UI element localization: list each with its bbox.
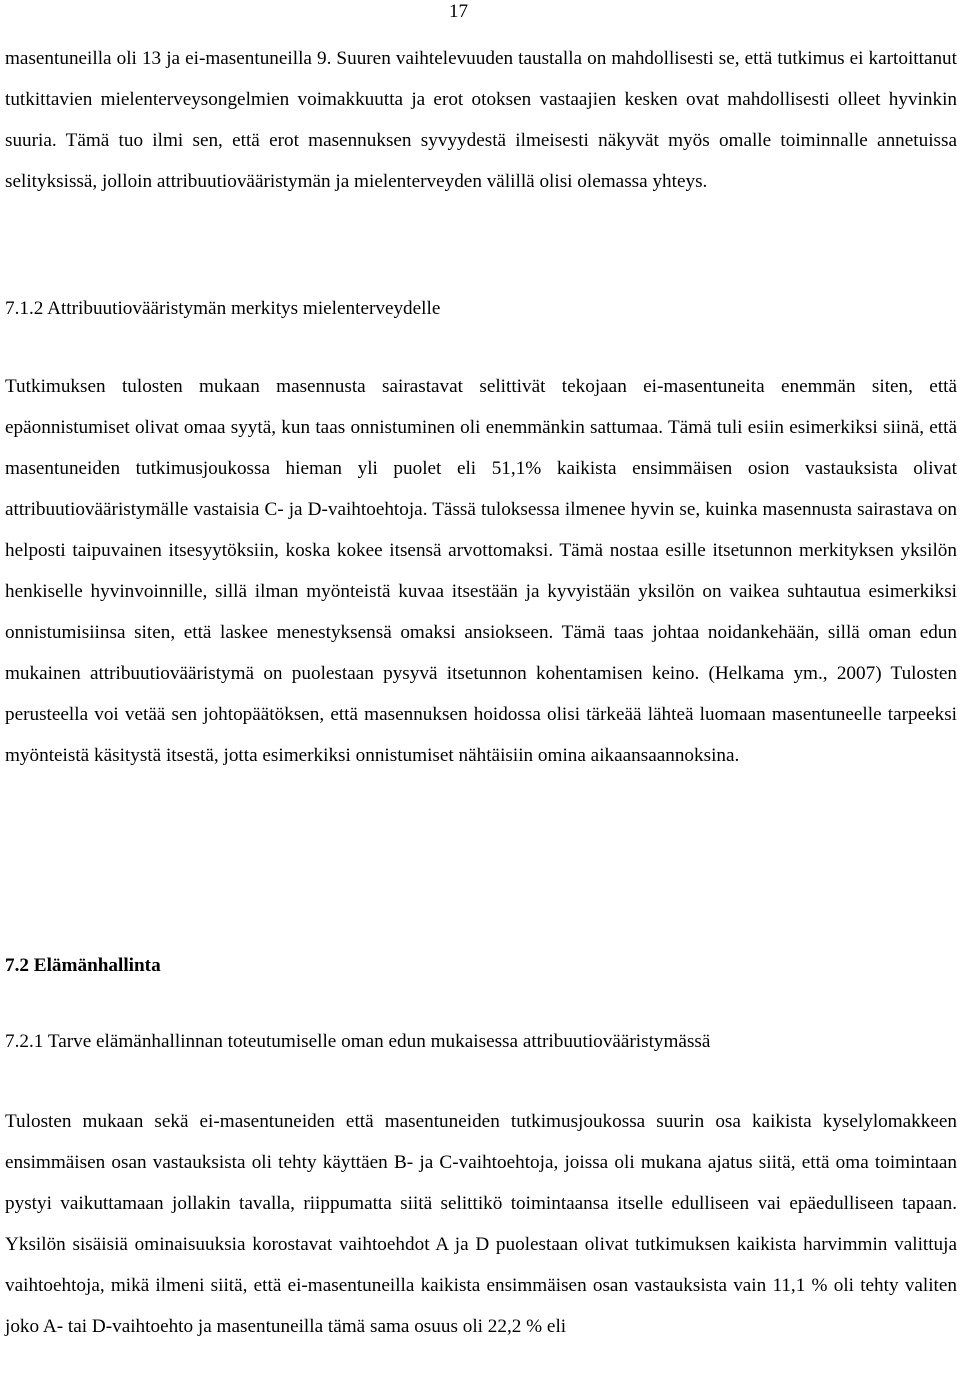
page-number: 17 <box>449 1 468 22</box>
section-heading-7-1-2: 7.1.2 Attribuutiovääristymän merkitys mielenterveydelle <box>5 298 441 319</box>
section-heading-7-2: 7.2 Elämänhallinta <box>5 955 161 976</box>
paragraph-life-control: Tulosten mukaan sekä ei-masentuneiden että masentuneiden tutkimusjoukossa suurin osa kaikista kyselylomakkeen ensimmäisen osan vastauksista oli tehty käyttäen B- ja C-vaihtoehtoja, joissa oli mukana ajatus siitä, että oma toimintaan pystyi vaikuttamaan jollakin tavalla, riippumatta siitä selittikö toimintaansa itselle edulliseen vai epäedulliseen tapaan. Yksilön sisäisiä ominaisuuksia korostavat vaihtoehdot A ja D puolestaan olivat tutkimuksen kaikista harvimmin valittuja vaihtoehtoja, mikä ilmeni siitä, että ei-masentuneilla kaikista ensimmäisen osan vastauksista vain 11,1 % oli tehty valiten joko A- tai D-vaihtoehto ja masentuneilla tämä sama osuus oli 22,2 % eli <box>5 1111 957 1337</box>
section-heading-7-2-1: 7.2.1 Tarve elämänhallinnan toteutumiselle oman edun mukaisessa attribuutiovääristymässä <box>5 1031 711 1052</box>
paragraph-depression-depth: masentuneilla oli 13 ja ei-masentuneilla 9. Suuren vaihtelevuuden taustalla on mahdollisesti se, että tutkimus ei kartoittanut tutkittavien mielenterveysongelmien voimakkuutta ja erot otoksen vastaajien kesken ovat mahdollisesti olleet hyvinkin suuria. Tämä tuo ilmi sen, että erot masennuksen syvyydestä ilmeisesti näkyvät myös omalle toiminnalle annetuissa selityksissä, jolloin attribuutiovääristymän ja mielenterveyden välillä olisi olemassa yhteys. <box>5 48 957 192</box>
paragraph-self-esteem: Tutkimuksen tulosten mukaan masennusta sairastavat selittivät tekojaan ei-masentuneita enemmän siten, että epäonnistumiset olivat omaa syytä, kun taas onnistuminen oli enemmänkin sattumaa. Tämä tuli esiin esimerkiksi siinä, että masentuneiden tutkimusjoukossa hieman yli puolet eli 51,1% kaikista ensimmäisen osion vastauksista olivat attribuutiovääristymälle vastaisia C- ja D-vaihtoehtoja. Tässä tuloksessa ilmenee hyvin se, kuinka masennusta sairastava on helposti taipuvainen itsesyytöksiin, koska kokee itsensä arvottomaksi. Tämä nostaa esille itsetunnon merkityksen yksilön henkiselle hyvinvoinnille, sillä ilman myönteistä kuvaa itsestään ja kyvyistään yksilön on vaikea suhtautua esimerkiksi onnistumisiinsa siten, että laskee menestyksensä omaksi ansiokseen. Tämä taas johtaa noidankehään, sillä oman edun mukainen attribuutiovääristymä on puolestaan pysyvä itsetunnon kohentamisen keino. (Helkama ym., 2007) Tulosten perusteella voi vetää sen johtopäätöksen, että masennuksen hoidossa olisi tärkeää lähteä luomaan masentuneelle tarpeeksi myönteistä käsitystä itsestä, jotta esimerkiksi onnistumiset nähtäisiin omina aikaansaannoksina. <box>5 376 957 766</box>
